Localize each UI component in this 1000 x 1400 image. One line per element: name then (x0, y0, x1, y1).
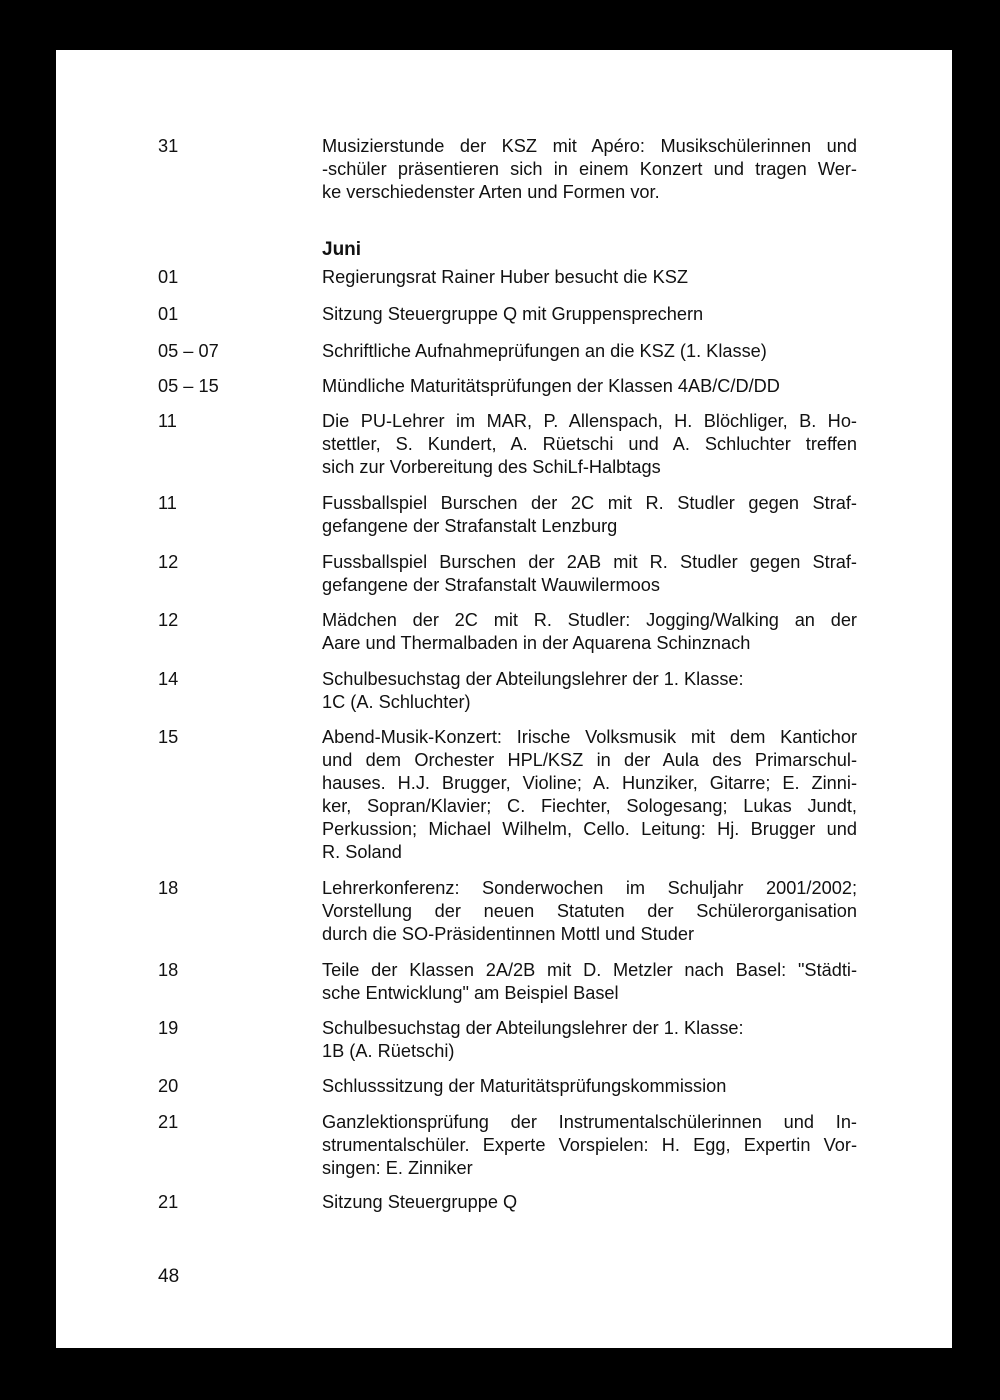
entry-text (322, 959, 857, 1005)
entry-line: Abend-Musik-Konzert: Irische Volksmusik mit dem Kantichor (322, 727, 857, 747)
entry-text (322, 726, 857, 864)
entry-date: 21 (158, 1112, 179, 1132)
entry-text (322, 668, 857, 714)
entry-text (322, 492, 857, 538)
entry-line: sche Entwicklung" am Beispiel Basel (322, 983, 619, 1003)
entry-line: R. Soland (322, 842, 402, 862)
entry-text (322, 375, 857, 398)
entry-line: ke verschiedenster Arten und Formen vor. (322, 182, 660, 202)
entry-line: ker, Sopran/Klavier; C. Fiechter, Sologesang; Lukas Jundt, (322, 796, 857, 816)
document-page (56, 50, 952, 1348)
entry-date: 20 (158, 1076, 179, 1096)
entry-date: 11 (158, 411, 177, 431)
entry-date: 12 (158, 610, 179, 630)
entry-line: 1B (A. Rüetschi) (322, 1041, 455, 1061)
entry-line: Lehrerkonferenz: Sonderwochen im Schuljahr 2001/2002; (322, 878, 857, 898)
entry-date: 18 (158, 878, 179, 898)
entry-text (322, 410, 857, 479)
entry-date: 11 (158, 493, 177, 513)
entry-line: gefangene der Strafanstalt Wauwilermoos (322, 575, 660, 595)
entry-text (322, 340, 857, 363)
entry-text (322, 135, 857, 204)
entry-line: Schlusssitzung der Maturitätsprüfungskommission (322, 1076, 727, 1096)
entry-line: und dem Orchester HPL/KSZ in der Aula des Primarschul- (322, 750, 857, 770)
entry-line: gefangene der Strafanstalt Lenzburg (322, 516, 618, 536)
entry-date: 18 (158, 960, 179, 980)
entry-line: Mündliche Maturitätsprüfungen der Klassen 4AB/C/D/DD (322, 376, 780, 396)
entry-date: 01 (158, 304, 179, 324)
entry-line: Teile der Klassen 2A/2B mit D. Metzler nach Basel: "Städti- (322, 960, 857, 980)
entry-line: sich zur Vorbereitung des SchiLf-Halbtags (322, 457, 661, 477)
entry-text (322, 1191, 857, 1214)
entry-line: 1C (A. Schluchter) (322, 692, 471, 712)
entry-line: Perkussion; Michael Wilhelm, Cello. Leitung: Hj. Brugger und (322, 819, 857, 839)
entry-line: hauses. H.J. Brugger, Violine; A. Hunziker, Gitarre; E. Zinni- (322, 773, 857, 793)
entry-text (322, 1017, 857, 1063)
entry-line: stettler, S. Kundert, A. Rüetschi und A. Schluchter treffen (322, 434, 857, 454)
entry-line: Musizierstunde der KSZ mit Apéro: Musikschülerinnen und (322, 136, 857, 156)
entry-date: 12 (158, 552, 179, 572)
entry-text (322, 303, 857, 326)
entry-text (322, 1075, 857, 1098)
entry-date: 31 (158, 136, 179, 156)
entry-line: strumentalschüler. Experte Vorspielen: H. Egg, Expertin Vor- (322, 1135, 857, 1155)
entry-line: Schriftliche Aufnahmeprüfungen an die KSZ (1. Klasse) (322, 341, 767, 361)
entry-line: Schulbesuchstag der Abteilungslehrer der 1. Klasse: (322, 1018, 744, 1038)
entry-text (322, 877, 857, 946)
entry-line: Fussballspiel Burschen der 2AB mit R. Studler gegen Straf- (322, 552, 857, 572)
entry-line: Regierungsrat Rainer Huber besucht die KSZ (322, 267, 688, 287)
entry-line: Vorstellung der neuen Statuten der Schülerorganisation (322, 901, 857, 921)
entry-line: Aare und Thermalbaden in der Aquarena Schinznach (322, 633, 751, 653)
entry-text (322, 1111, 857, 1180)
entry-line: Ganzlektionsprüfung der Instrumentalschülerinnen und In- (322, 1112, 857, 1132)
entry-date: 05 – 07 (158, 341, 219, 361)
entry-text (322, 266, 857, 289)
entry-date: 05 – 15 (158, 376, 219, 396)
entry-line: Fussballspiel Burschen der 2C mit R. Studler gegen Straf- (322, 493, 857, 513)
entry-line: singen: E. Zinniker (322, 1158, 473, 1178)
entry-date: 01 (158, 267, 179, 287)
entry-date: 21 (158, 1192, 179, 1212)
entry-line: durch die SO-Präsidentinnen Mottl und Studer (322, 924, 695, 944)
entry-date: 19 (158, 1018, 179, 1038)
entry-line: Schulbesuchstag der Abteilungslehrer der 1. Klasse: (322, 669, 744, 689)
entry-line: Sitzung Steuergruppe Q mit Gruppensprechern (322, 304, 704, 324)
entry-line: Die PU-Lehrer im MAR, P. Allenspach, H. Blöchliger, B. Ho- (322, 411, 857, 431)
entry-text (322, 609, 857, 655)
entry-line: Sitzung Steuergruppe Q (322, 1192, 518, 1212)
entry-date: 15 (158, 727, 179, 747)
entry-date: 14 (158, 669, 179, 689)
entry-line: -schüler präsentieren sich in einem Konzert und tragen Wer- (322, 159, 857, 179)
month-heading: Juni (322, 239, 362, 260)
entry-line: Mädchen der 2C mit R. Studler: Jogging/Walking an der (322, 610, 857, 630)
page-number: 48 (158, 1266, 180, 1287)
entry-text (322, 551, 857, 597)
